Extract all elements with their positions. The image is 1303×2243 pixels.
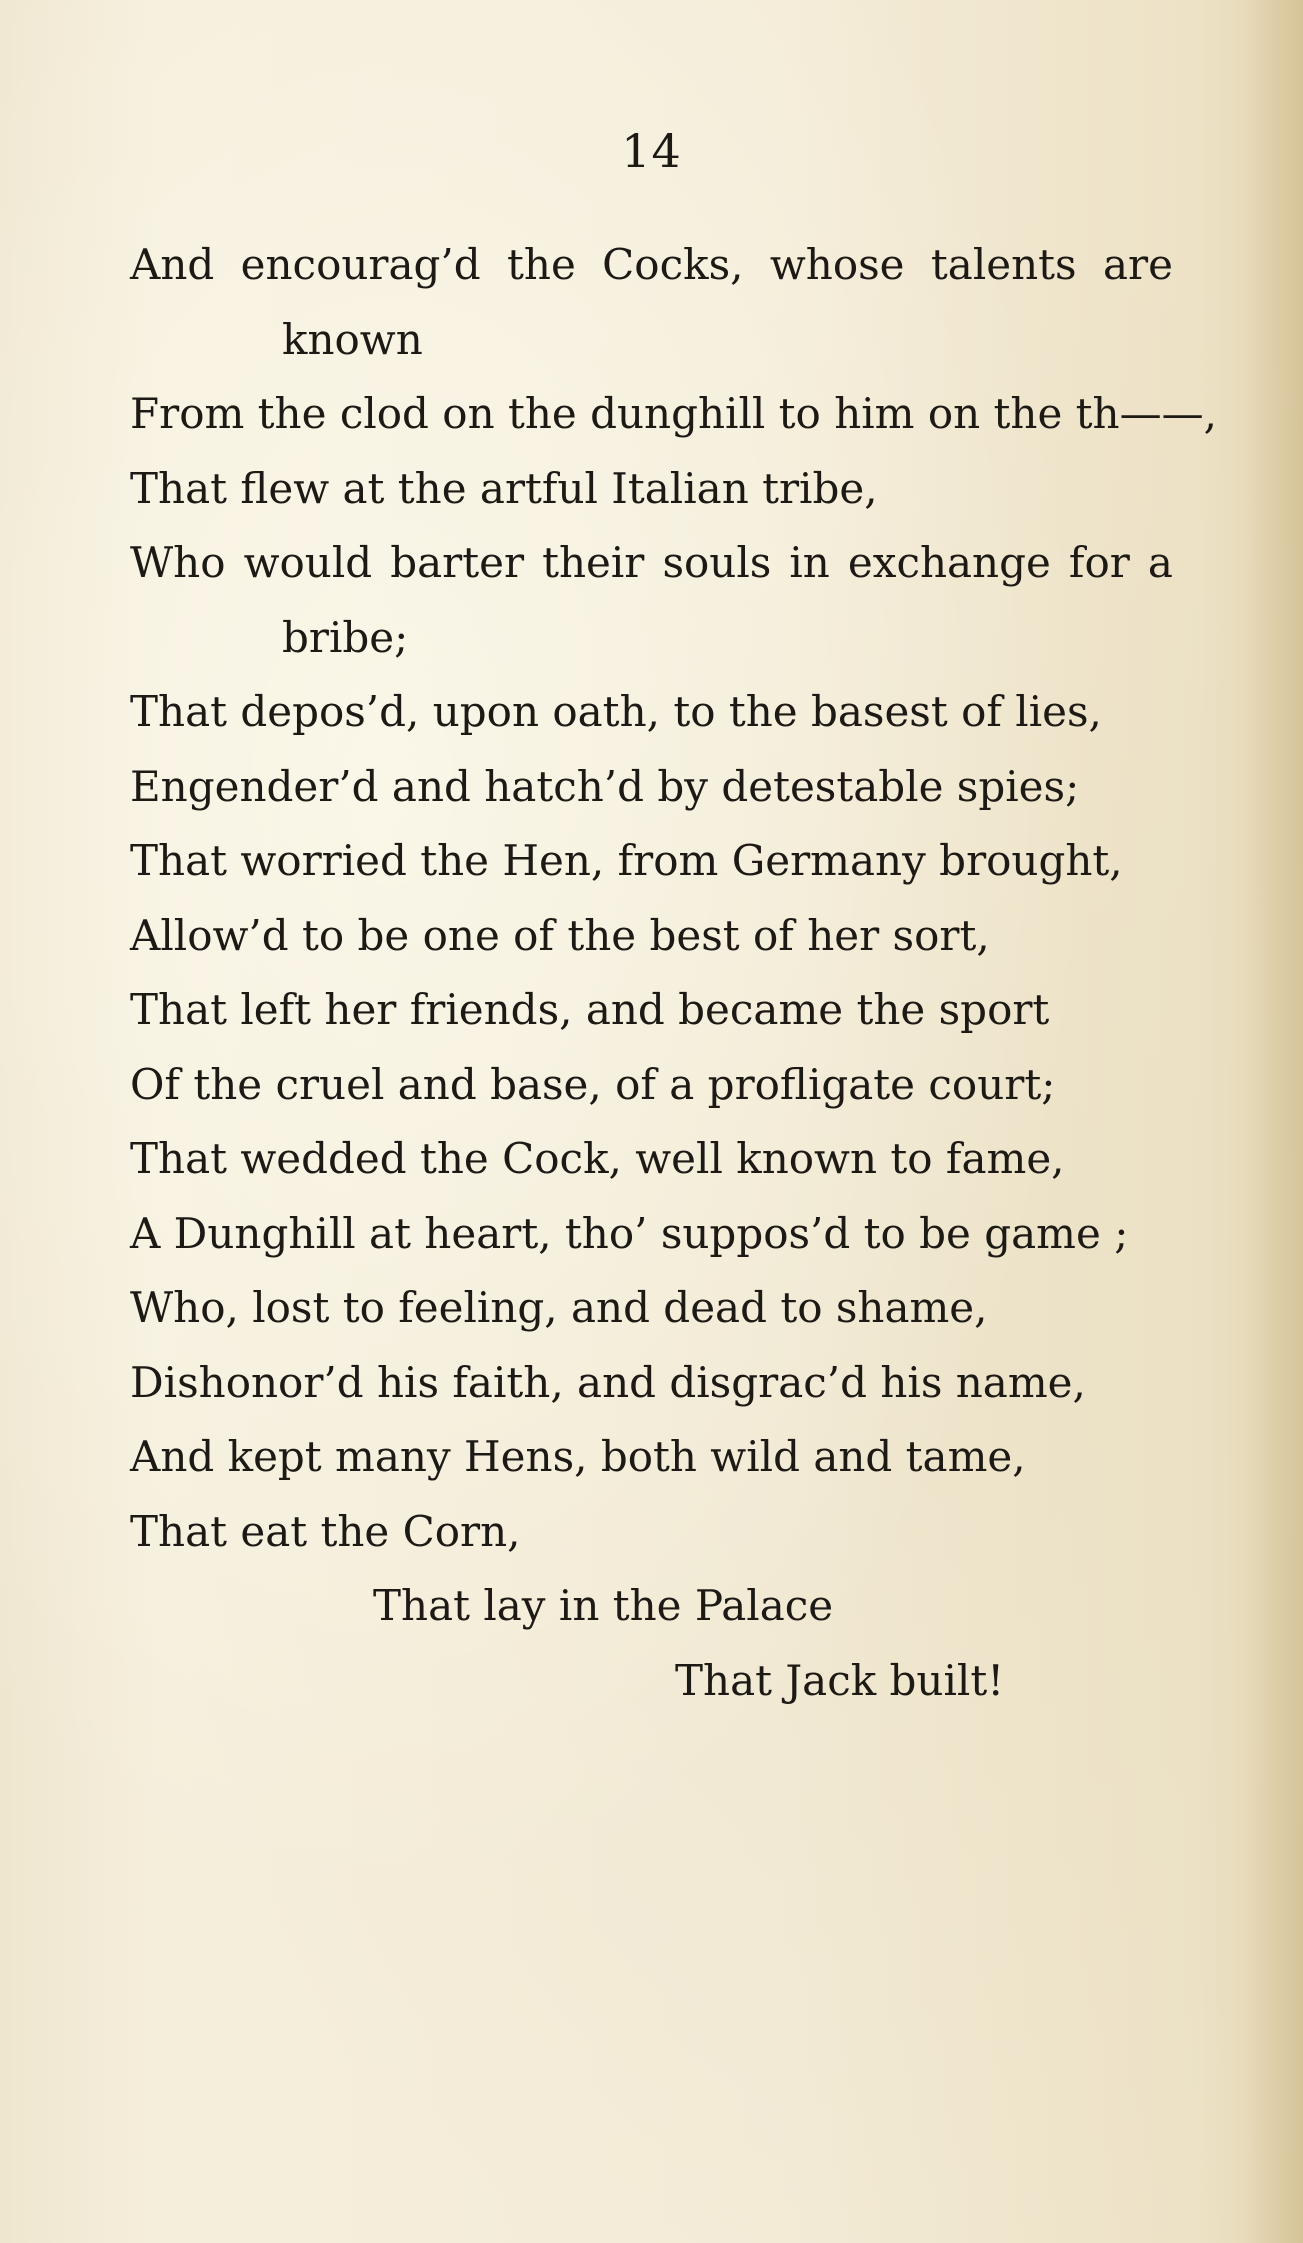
verse-word: encourag’d bbox=[240, 240, 481, 289]
verse-word: barter bbox=[390, 538, 525, 587]
verse-word: would bbox=[243, 538, 373, 587]
verse-line-19: That lay in the Palace bbox=[373, 1581, 834, 1630]
verse-word: And bbox=[130, 240, 215, 289]
verse-line-15: Who, lost to feeling, and dead to shame, bbox=[130, 1283, 988, 1332]
verse-word: a bbox=[1147, 538, 1173, 587]
verse-word: their bbox=[542, 538, 645, 587]
verse-line-13: That wedded the Cock, well known to fame, bbox=[130, 1134, 1065, 1183]
verse-line-2: known bbox=[282, 314, 423, 364]
verse-line-14: A Dunghill at heart, tho’ suppos’d to be game ; bbox=[130, 1208, 1129, 1258]
verse-line-17: And kept many Hens, both wild and tame, bbox=[130, 1432, 1026, 1481]
verse-word: souls bbox=[662, 538, 772, 587]
verse-word: the bbox=[507, 240, 576, 289]
verse-line-9: That worried the Hen, from Germany brought, bbox=[130, 836, 1123, 885]
verse-line-16: Dishonor’d his faith, and disgrac’d his name, bbox=[130, 1357, 1086, 1407]
verse-line-4: That flew at the artful Italian tribe, bbox=[130, 463, 878, 513]
verse-word: whose bbox=[769, 240, 905, 289]
verse-line-11: That left her friends, and became the sport bbox=[130, 985, 1050, 1034]
verse-word: Cocks, bbox=[602, 240, 744, 289]
verse-line-18: That eat the Corn, bbox=[130, 1506, 521, 1556]
verse-line-7: That depos’d, upon oath, to the basest of lies, bbox=[130, 687, 1102, 736]
verse-line-5 bbox=[130, 526, 1173, 601]
verse-line-10: Allow’d to be one of the best of her sort, bbox=[130, 910, 990, 960]
verse-line-12: Of the cruel and base, of a profligate court; bbox=[130, 1059, 1056, 1109]
verse-line-8: Engender’d and hatch’d by detestable spies; bbox=[130, 761, 1080, 811]
page-edge-shadow bbox=[1243, 0, 1303, 2243]
verse-word: in bbox=[789, 538, 830, 587]
page-number: 14 bbox=[621, 124, 682, 178]
verse-line-6: bribe; bbox=[282, 612, 409, 662]
verse-word: Who bbox=[130, 538, 226, 587]
verse-line-3: From the clod on the dunghill to him on the th——, bbox=[130, 389, 1217, 438]
verse-line-1 bbox=[130, 228, 1173, 303]
verse-line-20: That Jack built! bbox=[675, 1655, 1005, 1705]
verse-block bbox=[130, 228, 1217, 1718]
verse-word: for bbox=[1068, 538, 1130, 587]
verse-word: exchange bbox=[847, 538, 1051, 587]
verse-word: talents bbox=[930, 240, 1077, 289]
verse-word: are bbox=[1102, 240, 1173, 289]
